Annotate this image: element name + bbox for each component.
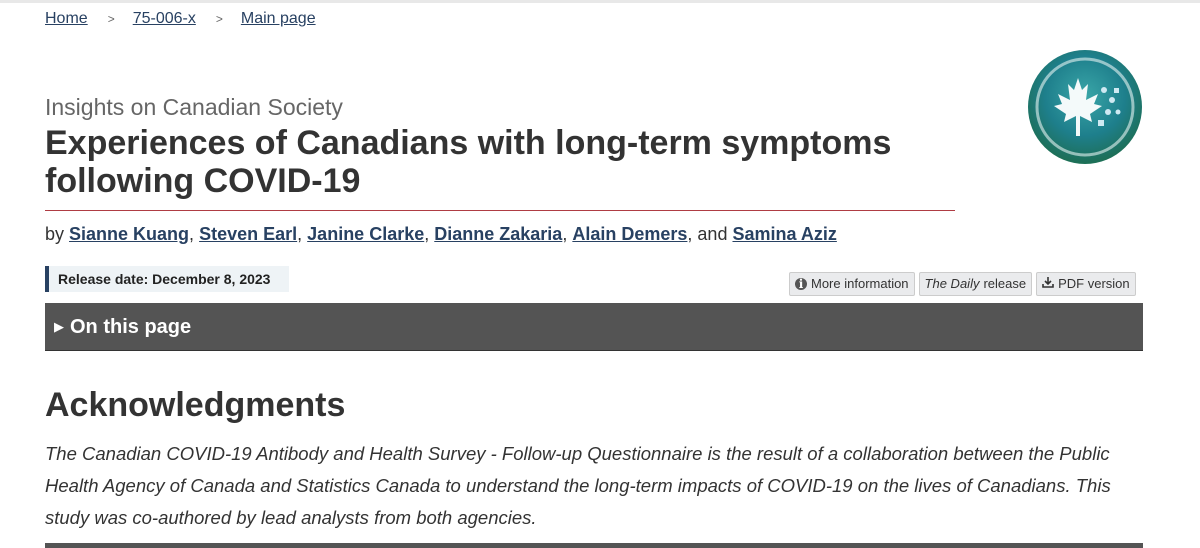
top-rule	[0, 0, 1200, 3]
document-actions	[789, 272, 1136, 296]
author-link[interactable]: Alain Demers	[572, 224, 688, 244]
author-link[interactable]: Janine Clarke	[307, 224, 425, 244]
expand-triangle-icon: ▶	[54, 319, 64, 334]
maple-leaf-logo-icon	[1028, 50, 1142, 164]
acknowledgments-text: The Canadian COVID-19 Antibody and Health Survey - Follow-up Questionnaire is the result of a collaboration between the Public Health Agency of Canada and Statistics Canada to understand the long-term impacts of COVID-19 on the lives of Canadians. This study was co-authored by lead analysts from both agencies.	[45, 443, 1111, 528]
breadcrumb	[45, 10, 316, 28]
byline-and: , and	[687, 224, 728, 244]
page-title: Experiences of Canadians with long-term symptoms following COVID-19	[45, 124, 892, 200]
byline-comma: ,	[189, 224, 195, 244]
byline-prefix: by	[45, 224, 65, 244]
next-section-bar[interactable]	[45, 543, 1143, 548]
acknowledgments-heading: Acknowledgments	[45, 386, 346, 424]
breadcrumb-75-006-x[interactable]: 75-006-x	[132, 10, 196, 27]
author-link[interactable]: Dianne Zakaria	[434, 224, 563, 244]
pdf-version-button[interactable]	[1036, 272, 1136, 296]
publication-logo	[1028, 50, 1142, 164]
breadcrumb-separator: >	[215, 12, 223, 26]
more-information-label: More information	[811, 276, 909, 291]
daily-release-button[interactable]	[919, 272, 1033, 296]
author-link[interactable]: Steven Earl	[199, 224, 298, 244]
daily-release-label: release	[983, 276, 1027, 291]
series-title: Insights on Canadian Society	[45, 94, 343, 120]
author-link[interactable]: Samina Aziz	[732, 224, 837, 244]
title-divider	[45, 210, 955, 211]
byline-comma: ,	[562, 224, 568, 244]
author-link[interactable]: Sianne Kuang	[69, 224, 190, 244]
breadcrumb-home[interactable]: Home	[45, 10, 88, 27]
on-this-page-label: On this page	[70, 316, 192, 338]
pdf-version-label: PDF version	[1058, 276, 1130, 291]
release-date: Release date: December 8, 2023	[45, 266, 289, 292]
byline-comma: ,	[297, 224, 303, 244]
breadcrumb-separator: >	[107, 12, 115, 26]
download-icon	[1042, 273, 1054, 295]
info-icon: i	[795, 278, 807, 290]
daily-title: The Daily	[924, 276, 980, 291]
breadcrumb-main-page[interactable]: Main page	[240, 10, 316, 27]
on-this-page-toggle[interactable]	[45, 303, 1143, 351]
byline	[45, 224, 837, 245]
byline-comma: ,	[424, 224, 430, 244]
more-information-button[interactable]	[789, 272, 915, 296]
